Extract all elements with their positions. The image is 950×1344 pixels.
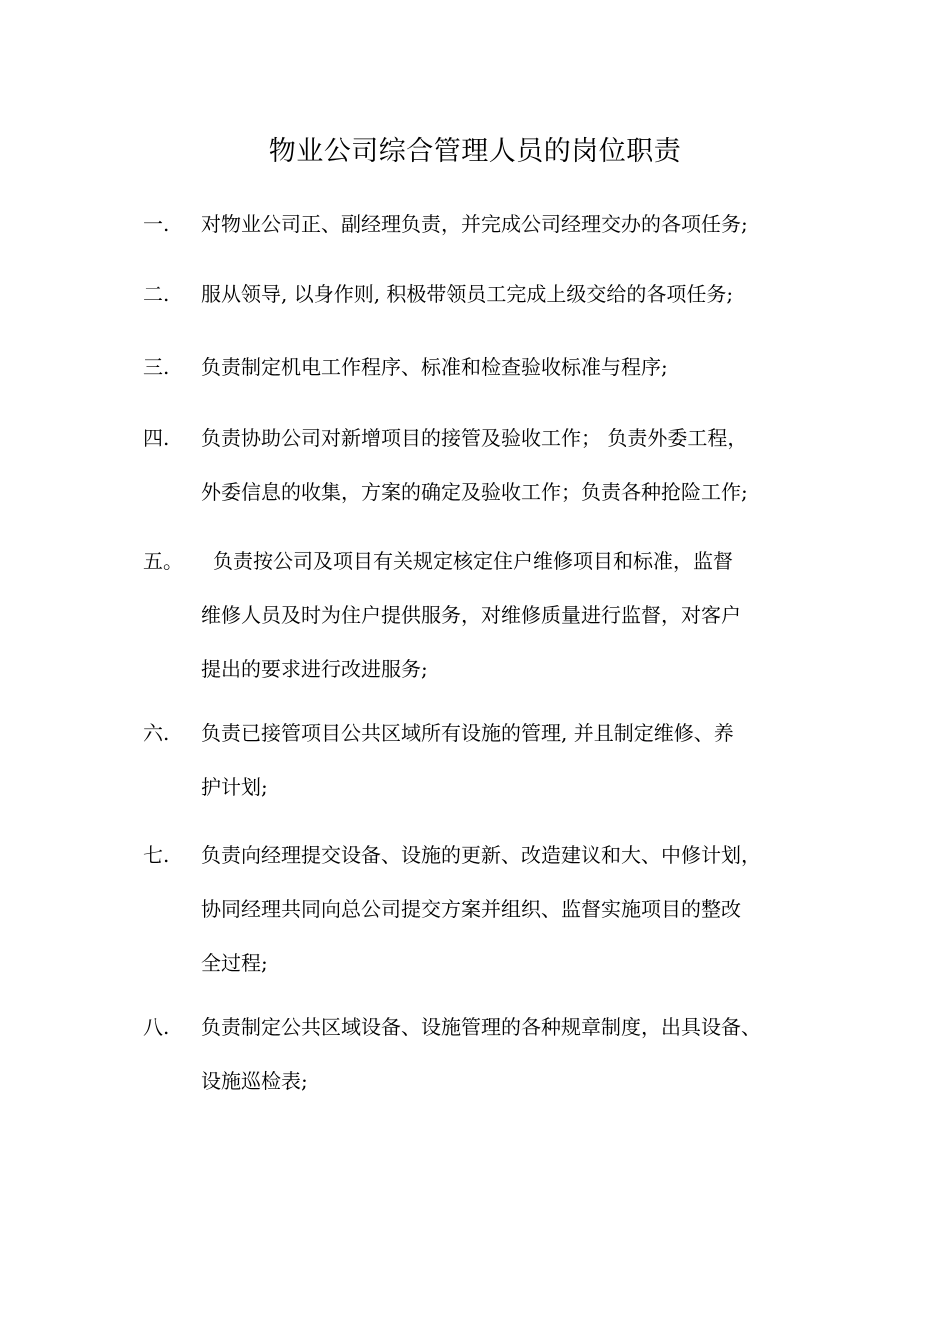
document-title: 物业公司综合管理人员的岗位职责 (268, 136, 682, 167)
item-line: 负责按公司及项目有关规定核定住户维修项目和标准，监督 (213, 549, 733, 573)
item-line: 负责制定机电工作程序、标准和检查验收标准与程序; (201, 355, 668, 379)
item-text (201, 706, 841, 814)
item-text (201, 1000, 841, 1108)
item-number: 七. (143, 843, 170, 867)
item-number: 五。 (143, 549, 183, 573)
item-number: 四. (143, 426, 170, 450)
item-number: 二. (143, 282, 170, 306)
item-line: 提出的要求进行改进服务; (201, 657, 428, 681)
item-line: 对物业公司正、副经理负责，并完成公司经理交办的各项任务; (201, 212, 748, 236)
item-line: 负责协助公司对新增项目的接管及验收工作； 负责外委工程， (201, 426, 748, 450)
item-line: 外委信息的收集，方案的确定及验收工作；负责各种抢险工作; (201, 480, 748, 504)
item-number: 三. (143, 355, 170, 379)
item-line: 协同经理共同向总公司提交方案并组织、监督实施项目的整改 (201, 897, 741, 921)
item-text (201, 340, 841, 394)
item-number: 八. (143, 1015, 170, 1039)
item-number: 一. (143, 212, 170, 236)
item-line: 全过程; (201, 951, 268, 975)
item-line: 护计划; (201, 775, 268, 799)
item-line: 负责制定公共区域设备、设施管理的各种规章制度，出具设备、 (201, 1015, 761, 1039)
item-text (201, 411, 841, 519)
item-text (201, 828, 841, 990)
item-line: 负责已接管项目公共区域所有设施的管理, 并且制定维修、养 (201, 721, 734, 745)
item-text (201, 197, 841, 251)
item-number: 六. (143, 721, 170, 745)
item-line: 维修人员及时为住户提供服务，对维修质量进行监督，对客户 (201, 603, 741, 627)
item-line: 服从领导, 以身作则, 积极带领员工完成上级交给的各项任务; (201, 282, 734, 306)
item-text (201, 267, 841, 321)
item-line: 设施巡检表; (201, 1069, 308, 1093)
item-text (201, 534, 841, 696)
item-line: 负责向经理提交设备、设施的更新、改造建议和大、中修计划， (201, 843, 761, 867)
